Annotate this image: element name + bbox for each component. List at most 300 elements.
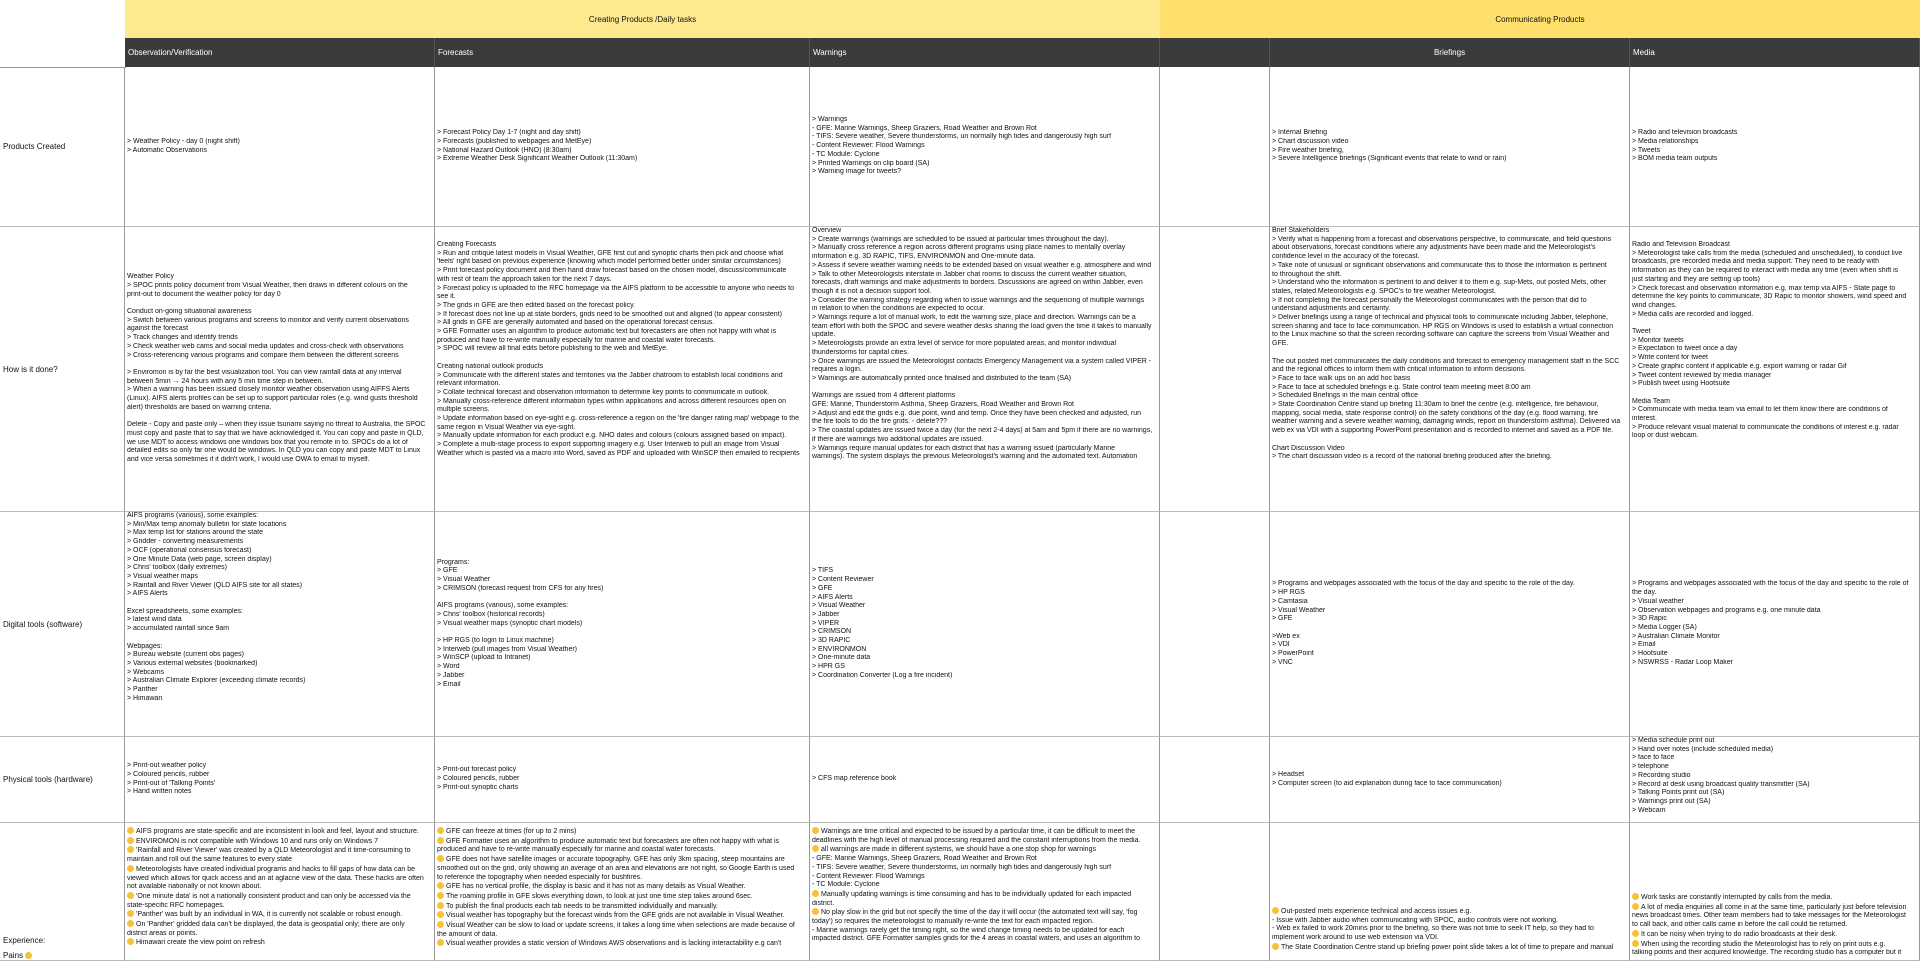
cell-line <box>812 384 1157 393</box>
cell-line: > Media schedule print out <box>1632 737 1715 744</box>
face-emoji-icon <box>127 837 134 844</box>
cell-line: > BOM media team outputs <box>1632 155 1718 163</box>
cell-physical-media[interactable] <box>1630 737 1920 823</box>
cell-line: > Printed Warnings on clip board (SA) <box>812 159 930 167</box>
cell-physical-warn[interactable] <box>810 737 1160 823</box>
cell-line: to the Linux machine so that the screen recording software can capture the screens from Visual Weather and <box>1272 331 1610 339</box>
cell-line: - TIFS: Severe weather, Severe thunderstorms, un normally high tides and dangerously high surf <box>812 133 1112 141</box>
cell-line: Visual Weather can be slow to load or update screens, it takes a long time when selections are made because of <box>437 921 807 931</box>
cell-line: > If not completing the forecast personally the Meteorologist communicates with the person that did to <box>1272 296 1587 304</box>
face-emoji-icon <box>437 827 444 834</box>
cell-line: > Switch between various programs and screens to monitor and verify current observations <box>127 316 409 324</box>
cell-line: > 3D RAPIC <box>812 637 851 645</box>
face-emoji-icon <box>1632 903 1639 910</box>
row-label-physical[interactable]: Physical tools (hardware) <box>0 737 125 823</box>
cell-line: > Media relationships <box>1632 137 1699 145</box>
cell-line: The State Coordination Centre stand up briefing power point slide takes a lot of time to prepare and manual <box>1272 943 1627 953</box>
cell-line: No play slow in the grid but not specify the time of the day it will occur (the automated text will say, 'fog <box>812 908 1157 918</box>
cell-line: > Update information based on eye-sight e.g. cross-reference a region on the 'fire danger rating map' webpage to the <box>437 415 800 423</box>
cell-line: > Hand over notes (include scheduled media) <box>1632 745 1774 753</box>
cell-line: > Computer screen (to aid explanation during face to face communication) <box>1272 779 1502 787</box>
cell-line: to call back, and other calls came in before the call could be returned. <box>1632 921 1848 929</box>
column-header-forecasts[interactable]: Forecasts <box>435 38 810 67</box>
cell-line: - GFE: Marine Warnings, Sheep Graziers, Road Weather and Brown Rot <box>812 124 1037 132</box>
cell-line: > Headset <box>1272 770 1305 778</box>
cell-line: today') so requires the meteorologist to manually re-write the text for each impacted region. <box>812 918 1094 926</box>
cell-line: > Adjust and edit the grids e.g. due point, wind and temp. Once they have been checked and adjusted, run <box>812 409 1142 417</box>
cell-line: AIFS programs are state-specific and are inconsistent in look and feel, layout and structure. <box>127 827 432 837</box>
face-emoji-icon <box>25 952 32 959</box>
cell-line: > One Minute Data (web page, screen display) <box>127 555 272 563</box>
cell-line: alert) thresholds are based on warning criteria. <box>127 403 272 411</box>
cell-line: all warnings are made in different systems, we should have a one stop shop for warnings <box>812 845 1157 855</box>
cell-line: deadlines with the high level of manual processing required and the constant interruptions from the media. <box>812 836 1141 844</box>
cell-line: 'One minute data' is not a nationally consistent product and can only be accessed via the <box>127 892 432 902</box>
row-label-experience[interactable] <box>0 823 125 961</box>
cell-line: > All grids in GFE are generally automated and based on the operational forecast census. <box>437 319 715 327</box>
cell-line: > Print-out synoptic charts <box>437 783 519 791</box>
cell-line <box>1632 389 1917 398</box>
cell-line: > Jabber <box>812 610 840 618</box>
cell-line: wind changes. <box>1632 301 1677 309</box>
cell-line: the fire tools to do the fire grids. - delete??? <box>812 418 948 426</box>
cell-line: > If forecast does not line up at state borders, grids need to be smoothed out and aligned (to appear consistent) <box>437 310 782 318</box>
cell-line: detailed edits so only far one would be windows. In QLD you can copy and paste MDT to Linux <box>127 447 421 455</box>
cell-line: > TIFS <box>812 567 834 575</box>
cell-line <box>437 354 807 363</box>
cell-line <box>1272 349 1627 358</box>
cell-line: > NSWRSS - Radar Loop Maker <box>1632 658 1733 666</box>
cell-line: and vice versa sometimes if it didn't work, I would use OWA to email to myself. <box>127 456 370 464</box>
cell-line: (Linux). AIFS alerts profiles can be set up to support particular roles (e.g. wind gusts threshold <box>127 395 418 403</box>
cell-physical-brief[interactable] <box>1270 737 1630 823</box>
cell-line: > Programs and webpages associated with the focus of the day and specific to the role of <box>1632 580 1909 588</box>
face-emoji-icon <box>1632 893 1639 900</box>
cell-line <box>1272 624 1627 633</box>
cell-line: > Tweets <box>1632 146 1661 154</box>
cell-line: GFE: Marine, Thunderstorm Asthma, Sheep Graziers, Road Weather and Brown Rot <box>812 401 1074 409</box>
cell-line: Conduct on-going situational awareness <box>127 308 252 316</box>
cell-line: > Recording studio <box>1632 771 1691 779</box>
cell-line: GFE Formatter uses an algorithm to produce automatic text but forecasters are often not happy with what is <box>437 837 807 847</box>
face-emoji-icon <box>127 920 134 927</box>
cell-line: - Content Reviewer: Flood Warnings <box>812 142 925 150</box>
cell-line: > Bureau website (current obs pages) <box>127 651 244 659</box>
cell-line: To publish the final products each tab needs to be transmitted individually and manually. <box>437 902 807 912</box>
cell-line: > Warnings are automatically printed once finalised and distributed to the team (SA) <box>812 374 1072 382</box>
cell-line: loop or dust webcam. <box>1632 432 1699 440</box>
face-emoji-icon <box>437 855 444 862</box>
cell-line: Programs: <box>437 558 470 566</box>
cell-line: > AIFS Alerts <box>812 593 853 601</box>
cell-products-fc[interactable] <box>435 67 810 227</box>
cell-line: > latest wind data <box>127 616 182 624</box>
cell-line: Warnings are issued from 4 different platforms <box>812 392 956 400</box>
cell-line: > Australian Climate Monitor <box>1632 632 1720 640</box>
cell-line: Work tasks are constantly interrupted by calls from the media. <box>1632 893 1917 903</box>
cell-line: > Scheduled Briefings in the main central office <box>1272 392 1418 400</box>
cell-digital-media[interactable] <box>1630 512 1920 737</box>
cell-line: > Email <box>437 680 461 688</box>
cell-line: - Marine warnings rarely get the timing right, so the wind change timing needs to be updated for each <box>812 926 1125 934</box>
cell-line: ENVIROMON is not compatible with Windows 10 and runs only on Windows 7 <box>127 837 432 847</box>
cell-how-warn[interactable] <box>810 227 1160 512</box>
cell-line: Meteorologists have created individual programs and hacks to fill gaps of how data can be <box>127 865 432 875</box>
cell-products-warn[interactable] <box>810 67 1160 227</box>
cell-line: GFE can freeze at times (for up to 2 mins) <box>437 827 807 837</box>
cell-line: > Collate technical forecast and observation information to determine key points to communicate in outlook. <box>437 388 770 396</box>
cell-line: > Publish tweet using Hootsuite <box>1632 380 1730 388</box>
cell-line: > Email <box>1632 641 1656 649</box>
cell-line: in relation to when the conditions are expected to occur. <box>812 305 985 313</box>
row-label-how[interactable]: How is it done? <box>0 227 125 512</box>
face-emoji-icon <box>437 892 444 899</box>
face-emoji-icon <box>127 910 134 917</box>
cell-line: > GFE <box>437 567 458 575</box>
cell-line <box>1632 319 1917 328</box>
cell-line: > VIPER <box>812 619 840 627</box>
cell-line: > Create graphic content if applicable e.g. export warning or radar Gif <box>1632 362 1847 370</box>
cell-line: forecasts, draft warnings and make adjustments to borders. Discussions are agreed on within Jabber, even <box>812 279 1143 287</box>
cell-line: interest. <box>1632 415 1657 423</box>
cell-line: weather warning and a severe weather warning, damaging winds, report on thunderstorm asthma). Delivered via <box>1272 418 1621 426</box>
cell-line: > Cross-referencing various programs and compare them between the different screens <box>127 351 399 359</box>
cell-line: > PowerPoint <box>1272 650 1314 658</box>
cell-line: > Face to face walk ups on an add hoc basis <box>1272 374 1411 382</box>
face-emoji-icon <box>437 837 444 844</box>
cell-line: > Visual Weather <box>1272 606 1326 614</box>
cell-line: > Forecasts (published to webpages and MetEye) <box>437 137 592 145</box>
cell-line: GFE has no vertical profile, the display is basic and it has not as many details as Visual Weather. <box>437 882 807 892</box>
cell-line: Himawari create the view point on refresh <box>127 938 432 948</box>
cell-line: > Webcams <box>127 668 165 676</box>
cell-line: > Media calls are recorded and logged. <box>1632 310 1754 318</box>
cell-line: > Chart discussion video <box>1272 137 1349 145</box>
face-emoji-icon <box>437 902 444 909</box>
column-header-warnings[interactable]: Warnings <box>810 38 1160 67</box>
cell-line: with rest of team the approach taken for the next 7 days. <box>437 275 612 283</box>
cell-line: Creating Forecasts <box>437 241 497 248</box>
cell-line: > Interweb (pull images from Visual Weather) <box>437 645 577 653</box>
cell-line: about observations, forecast conditions where any adjustments have been made and the Meteorologist's <box>1272 244 1596 252</box>
face-emoji-icon <box>812 908 819 915</box>
cell-digital-obs[interactable] <box>125 512 435 737</box>
cell-physical-obs[interactable] <box>125 737 435 823</box>
cell-line: > Various external websites (bookmarked) <box>127 659 258 667</box>
cell-exp-obs[interactable] <box>125 823 435 961</box>
cell-line: > Automatic Observations <box>127 146 207 154</box>
face-emoji-icon <box>437 911 444 918</box>
cell-line: impacted district. GFE Formatter samples grids for the 4 areas in coastal waters, and uses an algorithm to <box>812 935 1140 943</box>
cell-line: if there are warnings two additional updates are issued. <box>812 435 984 443</box>
cell-line: 'feels' right based on previous experience (knowing which model performed better under similar circumstances) <box>437 258 781 266</box>
cell-line: > Expectation to tweet once a day <box>1632 345 1738 353</box>
cell-line: > Visual Weather <box>437 576 491 584</box>
cell-line: > Forecast Policy Day 1-7 (night and day shift) <box>437 129 581 137</box>
cell-line: just starting and they are setting up tools) <box>1632 275 1761 283</box>
cell-line: requires a login. <box>812 366 862 374</box>
cell-line <box>1272 436 1627 445</box>
cell-line: > Extreme Weather Desk Significant Weather Outlook (11:30am) <box>437 155 638 163</box>
cell-line: > The grids in GFE are then edited based on the forecast policy. <box>437 301 635 309</box>
face-emoji-icon <box>1632 930 1639 937</box>
cell-line: produced and have to re-write manually especially for marine and coastal water forecasts. <box>437 846 716 854</box>
cell-line: > Warnings <box>812 116 848 124</box>
cell-physical-fc[interactable] <box>435 737 810 823</box>
cell-line: > Complete a multi-stage process to export supporting imagery e.g. User Interweb to pull an image from Visual <box>437 441 780 449</box>
cell-line: > When a warning has been issued closely monitor weather observation using AIFFS Alerts <box>127 386 410 394</box>
cell-line: > Hand written notes <box>127 788 192 796</box>
cell-line: > Meteorologist take calls from the media (scheduled and unscheduled), to conduct live <box>1632 249 1903 257</box>
cell-line: relevant information. <box>437 380 501 388</box>
cell-line: > Warnings print out (SA) <box>1632 797 1711 805</box>
cell-line: > Media Logger (SA) <box>1632 624 1697 631</box>
cell-line <box>127 299 432 308</box>
cell-line: > Visual weather maps <box>127 572 198 580</box>
cell-line: Radio and Television Broadcast <box>1632 241 1730 248</box>
cell-line: Delete - Copy and paste only – when they issue tsunami saying no threat to Australia, the SPOC <box>127 421 426 429</box>
cell-line: > Print-out of 'Talking Points' <box>127 779 216 787</box>
cell-line: > CFS map reference book <box>812 775 897 783</box>
cell-line: > GFE <box>1272 615 1293 623</box>
cell-line: > Internal Briefing <box>1272 129 1328 137</box>
cell-line: - TIFS: Severe weather, Severe thunderstorms, un normally high tides and dangerously high surf <box>812 863 1112 871</box>
cell-line: > Face to face at scheduled briefings e.g. State control team meeting meet 8:00 am <box>1272 383 1531 391</box>
cell-line: same region in Visual Weather via eye-sight. <box>437 423 576 431</box>
cell-line: > Print-out forecast policy <box>437 766 517 774</box>
cell-line: > Rainfall and River Viewer (QLD AIFS site for all states) <box>127 581 303 589</box>
cell-line: > Assess if severe weather warning needs to be extended based on visual weather e.g. atmosphere and wind <box>812 261 1152 269</box>
column-header-blank[interactable] <box>1160 38 1270 67</box>
band-creating-products[interactable]: Creating Products /Daily tasks <box>125 0 1161 38</box>
cell-line: Media Team <box>1632 397 1671 405</box>
cell-line: > Coloured pencils, rubber <box>127 770 210 778</box>
face-emoji-icon <box>437 921 444 928</box>
cell-line: print-out to document the weather policy for day 0 <box>127 290 281 298</box>
cell-line: The roaming profile in GFE slows everything down, to look at just one time step takes around 6sec. <box>437 892 807 902</box>
cell-line: > Manually cross reference a region across different programs using place names to mentally overlay <box>812 244 1126 252</box>
cell-line: > Chris' toolbox (historical records) <box>437 610 545 618</box>
cell-line: > Visual weather maps (synoptic chart models) <box>437 619 583 627</box>
cell-line: > Programs and webpages associated with the focus of the day and specific to the role of the day. <box>1272 580 1575 588</box>
cell-line: > Track changes and identify trends <box>127 334 238 342</box>
cell-line: information as they can be required to interact with media any time (even when shift is <box>1632 267 1899 275</box>
cell-line: > VNC <box>1272 658 1293 666</box>
cell-line: 'Rainfall and River Viewer' was created by a QLD Meteorologist and it time-consuming to <box>127 846 432 856</box>
cell-line: > HP RGS <box>1272 589 1305 597</box>
cell-line: we use MDT to access windows one windows box that you remote in to. SPOCs do a lot of <box>127 438 408 446</box>
cell-exp-warn[interactable] <box>810 823 1160 961</box>
cell-exp-media[interactable] <box>1630 823 1920 961</box>
cell-line: produced and have to re-write manually especially for marine and coastal water forecasts. <box>437 336 716 344</box>
cell-line: > telephone <box>1632 763 1669 771</box>
cell-line: > OCF (operational consensus forecast) <box>127 546 252 554</box>
column-header-observation[interactable]: Observation/Verification <box>125 38 435 67</box>
cell-line: > accumulated rainfall since 9am <box>127 625 230 633</box>
cell-how-media[interactable] <box>1630 227 1920 512</box>
cell-line: Overview <box>812 227 842 234</box>
face-emoji-icon <box>812 845 819 852</box>
cell-line: > Print-out weather policy <box>127 762 207 770</box>
face-emoji-icon <box>127 846 134 853</box>
cell-line: > Print forecast policy document and then hand draw forecast based on the chosen model, discuss/communicate <box>437 267 787 275</box>
cell-line: > Record at desk using broadcast quality transmitter (SA) <box>1632 780 1810 788</box>
cell-line <box>437 628 807 637</box>
cell-line: AIFS programs (various), some examples: <box>437 602 569 610</box>
cell-line: > Understand who the information is pertinent to and deliver it to them e.g. sup-Mets, out posted Mets, other <box>1272 279 1607 287</box>
cell-digital-warn[interactable] <box>810 512 1160 737</box>
cell-line: > Check forecast and observation information e.g. max temp via AIFS - State page to <box>1632 284 1896 292</box>
cell-line: team effort with both the SPOC and severe weather desks sharing the load given the time it takes to manually <box>812 322 1152 330</box>
cell-line: - TC Module: Cyclone <box>812 881 880 889</box>
cell-line: to throughout the shift. <box>1272 270 1342 278</box>
cell-line: > Gridder - converting measurements <box>127 538 244 546</box>
cell-line: information e.g. 3D RAPIC, TIFS, ENVIRONMON and One-minute data. <box>812 253 1036 261</box>
cell-line: see it. <box>437 293 456 301</box>
corner-cell[interactable] <box>0 0 126 68</box>
cell-line: > Weather Policy - day 0 (night shift) <box>127 137 240 145</box>
column-header-media[interactable]: Media <box>1630 38 1920 67</box>
cell-line: update. <box>812 331 836 339</box>
cell-physical-blank[interactable] <box>1160 737 1270 823</box>
cell-exp-fc[interactable] <box>435 823 810 961</box>
cell-line: > Camtasia <box>1272 597 1308 605</box>
cell-line: > Panther <box>127 686 158 694</box>
cell-line: talking points and their acquired knowledge. The recording studio has a computer but it <box>1632 949 1902 957</box>
cell-line: states, related Meteorologists e.g. SPOC's to fire weather Meteorologist. <box>1272 287 1496 295</box>
face-emoji-icon <box>1632 940 1639 947</box>
cell-how-fc[interactable] <box>435 227 810 512</box>
cell-line: > Check weather web cams and social media updates and cross-check with observations <box>127 342 404 350</box>
cell-line: > Coordination Converter (Log a fire incident) <box>812 671 953 679</box>
band-communicating-products[interactable]: Communicating Products <box>1160 0 1920 38</box>
pains-text: Pains <box>3 951 24 960</box>
cell-line: > Enviromon is by far the best visualization tool. You can view rainfall data at any interval <box>127 369 402 376</box>
cell-line <box>127 599 432 608</box>
cell-line: - Web ex failed to work 20mins prior to the briefing, so there was not time to seek IT help, so they had to <box>1272 925 1594 933</box>
cell-line: multiple screens. <box>437 406 490 414</box>
cell-line: the day. <box>1632 589 1657 597</box>
cell-line: broadcasts, pre recorded media and media support. They need to be ready with <box>1632 258 1879 266</box>
cell-products-blank[interactable] <box>1160 67 1270 227</box>
cell-how-brief[interactable] <box>1270 227 1630 512</box>
cell-line: web ex via VDI with a supporting PowerPoint presentation and is recorded to internet and saved as a PDF file. <box>1272 427 1614 435</box>
face-emoji-icon <box>127 938 134 945</box>
cell-line: implement work around to use web extension via VDI. <box>1272 934 1439 942</box>
face-emoji-icon <box>127 827 134 834</box>
cell-line: > Warnings require manual updates for each district that has a warning issued (particularly Marine <box>812 444 1116 452</box>
cell-line: > Max temp list for stations around the state <box>127 529 263 537</box>
cell-line: Visual weather provides a static version of Windows AWS observations and is lacking interactability e.g can't <box>437 939 807 949</box>
cell-line: > Warning image for tweets? <box>812 168 902 176</box>
cell-digital-fc[interactable] <box>435 512 810 737</box>
cell-line: understand adjustments and certainty. <box>1272 305 1391 313</box>
cell-line: Brief Stakeholders <box>1272 227 1330 234</box>
cell-line: > Fire weather briefing, <box>1272 146 1344 154</box>
cell-line: > Communicate with the different states and territories via the Jabber chatroom to establish local conditions and <box>437 371 783 379</box>
cell-how-blank[interactable] <box>1160 227 1270 512</box>
cell-line: state-specific RFC homepages. <box>127 901 225 909</box>
cell-products-obs[interactable] <box>125 67 435 227</box>
cell-how-obs[interactable] <box>125 227 435 512</box>
cell-line: > Visual weather <box>1632 597 1684 605</box>
cell-products-media[interactable] <box>1630 67 1920 227</box>
cell-line: Warnings are time critical and expected to be issued by a particular time, it can be difficult to meet the <box>812 827 1157 837</box>
cell-line: not available nationally or not known about. <box>127 883 262 891</box>
cell-line: Out-posted mets experience technical and access issues e.g. <box>1272 907 1627 917</box>
cell-digital-blank[interactable] <box>1160 512 1270 737</box>
cell-line: - TC Module: Cyclone <box>812 150 880 158</box>
cell-line: district. <box>812 899 835 907</box>
cell-line: viewed which allows for quick access and an at aglacne view of the data. These hacks are often <box>127 874 424 882</box>
cell-line <box>127 360 432 369</box>
cell-line: > Forecast policy is uploaded to the RFC homepage via the AIFS platform to be accessible to anyone who needs to <box>437 284 795 292</box>
cell-line: > Min/Max temp anomaly bulletin for state locations <box>127 520 287 528</box>
cell-line: > ENVIRONMON <box>812 645 867 653</box>
row-label-products[interactable]: Products Created <box>0 67 125 227</box>
cell-line: >Web ex <box>1272 632 1300 640</box>
face-emoji-icon <box>812 890 819 897</box>
cell-line: > Coloured pencils, rubber <box>437 775 520 783</box>
cell-line: > GFE <box>812 584 833 592</box>
cell-line <box>127 413 432 422</box>
cell-line <box>437 594 807 603</box>
cell-line: against the forecast <box>127 325 189 333</box>
cell-digital-brief[interactable] <box>1270 512 1630 737</box>
cell-line: and the regional offices to inform them with critical information to inform decisions. <box>1272 366 1526 374</box>
cell-exp-brief[interactable] <box>1270 823 1630 961</box>
cell-line: > State Coordination Centre stand up briefing 11:30am to brief the centre (e.g. intelligence, fire behaviour, <box>1272 401 1599 409</box>
cell-line: It can be noisy when trying to do radio broadcasts at their desk. <box>1632 930 1917 940</box>
cell-line: > The coastal updates are issued twice a day (for the next 2-4 days) at 5am and 5pm if there are no warnings, <box>812 427 1153 435</box>
cell-line: screen sharing and face to face communication. HP RGS on Windows is used to establish a virtual connection <box>1272 322 1614 330</box>
cell-exp-blank[interactable] <box>1160 823 1270 961</box>
cell-line: AIFS programs (various), some examples: <box>127 512 259 519</box>
cell-line: > SPOC will review all final edits before publishing to the web and MetEye. <box>437 345 668 353</box>
cell-line: Manually updating warnings is time consuming and has to be individually updated for each impacted <box>812 890 1157 900</box>
cell-line: > Manually cross-reference different information types within applications and across different resources open on <box>437 397 786 405</box>
column-header-briefings[interactable]: Briefings <box>1270 38 1630 67</box>
cell-line: > Content Reviewer <box>812 576 874 584</box>
cell-products-brief[interactable] <box>1270 67 1630 227</box>
cell-line: > HP RGS (to login to Linux machine) <box>437 637 554 645</box>
row-label-digital[interactable]: Digital tools (software) <box>0 512 125 737</box>
cell-line: to reference the topography when needed especially for bushfires. <box>437 873 643 881</box>
cell-line: warnings). The system displays the previous Meteorologist's warning and the automated text. Automation <box>812 453 1138 461</box>
cell-line: > Create warnings (warnings are scheduled to be issued at particular times throughout the day). <box>812 235 1109 243</box>
face-emoji-icon <box>437 882 444 889</box>
face-emoji-icon <box>1272 907 1279 914</box>
cell-line: > Once warnings are issued the Meteorologist contacts Emergency Management via a system called VIPER - <box>812 357 1152 365</box>
cell-line: > Webcam <box>1632 806 1666 814</box>
cell-line: > Verify what is happening from a forecast and observations perspective, to communicate, and field questions <box>1272 235 1612 243</box>
cell-line: - GFE: Marine Warnings, Sheep Graziers, Road Weather and Brown Rot <box>812 855 1037 863</box>
cell-line: news broadcast times. Other team members had to take messages for the Meteorologist <box>1632 912 1906 920</box>
cell-line: > Word <box>437 663 460 671</box>
cell-line: > National Hazard Outlook (HNO) (8:30am) <box>437 146 572 154</box>
cell-line: > 3D Rapic <box>1632 615 1667 623</box>
cell-line: maintain and roll out the same features to every state <box>127 856 292 864</box>
cell-line: > Talking Points print out (SA) <box>1632 789 1725 797</box>
cell-line: > VDI <box>1272 641 1290 649</box>
cell-line: > Take note of unusual or significant observations and communicate this to those the information is pertinent <box>1272 261 1607 269</box>
pains-label <box>3 951 34 960</box>
experience-label: Experience: <box>3 936 46 945</box>
cell-line: > HPR GS <box>812 663 845 671</box>
cell-line: confidence level in the accuracy of the forecast. <box>1272 253 1420 261</box>
cell-line: > Visual Weather <box>812 602 866 610</box>
cell-line: > Meteorologists provide an extra level of service for more populated areas, and monitor individual <box>812 340 1117 348</box>
